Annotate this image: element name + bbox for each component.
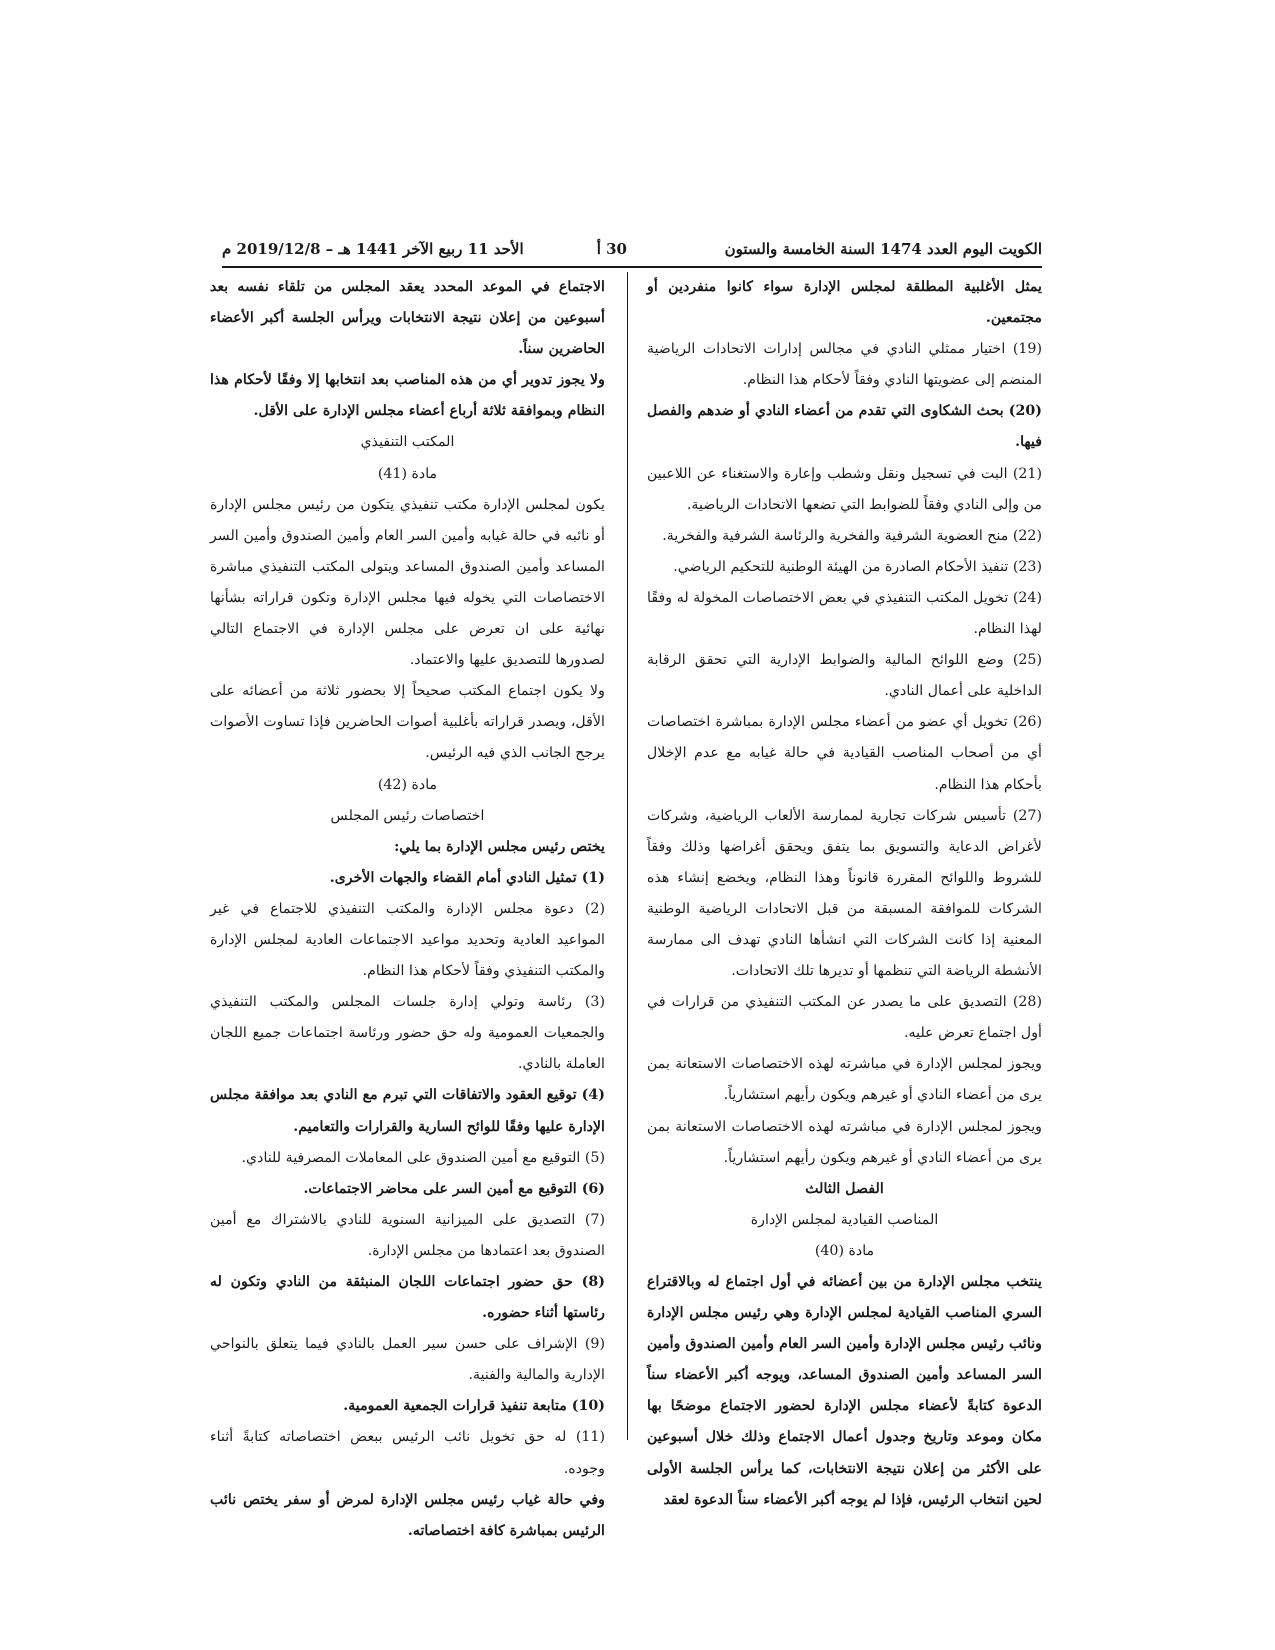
paragraph: ويجوز لمجلس الإدارة في مباشرته لهذه الاختصاصات الاستعانة بمن يرى من أعضاء النادي أو غيرهم ويكون رأيهم استشارياً. (647, 1056, 1042, 1104)
list-item: (5) التوقيع مع أمين الصندوق على المعاملات المصرفية للنادي. (241, 1149, 605, 1166)
paragraph: يختص رئيس مجلس الإدارة بما يلي: (394, 838, 605, 855)
list-item: (9) الإشراف على حسن سير العمل بالنادي فيما يتعلق بالنواحي الإدارية والمالية والفنية. (210, 1336, 605, 1384)
article-heading: مادة (41) (377, 465, 438, 482)
list-item: (1) تمثيل النادي أمام القضاء والجهات الأخرى. (329, 869, 605, 886)
page-header (222, 236, 1042, 268)
list-item: (25) وضع اللوائح المالية والضوابط الإدارية التي تحقق الرقابة الداخلية على أعمال النادي. (647, 652, 1042, 700)
paragraph: ولا يجوز تدوير أي من هذه المناصب بعد انتخابها إلا وفقًا لأحكام هذا النظام وبموافقة ثلاثة أرباع أعضاء مجلس الإدارة على الأقل. (210, 372, 605, 420)
list-item: (24) تخويل المكتب التنفيذي في بعض الاختصاصات المخولة له وفقًا لهذا النظام. (647, 589, 1042, 638)
list-item: (23) تنفيذ الأحكام الصادرة من الهيئة الوطنية للتحكيم الرياضي. (673, 558, 1042, 575)
list-item: (3) رئاسة وتولي إدارة جلسات المجلس والمكتب التنفيذي والجمعيات العمومية وله حق حضور ورئاسة اجتماعات جميع اللجان العاملة بالنادي. (210, 994, 605, 1073)
paragraph: الاجتماع في الموعد المحدد يعقد المجلس من تلقاء نفسه بعد أسبوعين من إعلان نتيجة الانتخابات ويرأس الجلسة أكبر الأعضاء الحاضرين سناً. (210, 279, 605, 358)
list-item: (2) دعوة مجلس الإدارة والمكتب التنفيذي للاجتماع في غير المواعيد العادية وتحديد مواعيد الاجتماعات العادية لمجلس الإدارة والمكتب التنفيذي وفقاً لأحكام هذا النظام. (210, 900, 605, 980)
section-heading: المناصب القيادية لمجلس الإدارة (750, 1211, 939, 1228)
right-column (647, 272, 1042, 1516)
chapter-heading: الفصل الثالث (805, 1180, 884, 1197)
list-item: (21) البت في تسجيل ونقل وشطب وإعارة والاستغناء عن اللاعبين من وإلى النادي وفقاً للضوابط التي تضعها الاتحادات الرياضية. (647, 465, 1042, 513)
list-item: (19) اختيار ممثلي النادي في مجالس إدارات الاتحادات الرياضية المنضم إلى عضويتها النادي وفقاً لأحكام هذا النظام. (647, 341, 1042, 389)
list-item: (20) بحث الشكاوى التي تقدم من أعضاء النادي أو ضدهم والفصل فيها. (647, 403, 1042, 451)
issue-date: الأحد 11 ربيع الآخر 1441 هـ – 2019/12/8 م (222, 240, 524, 258)
list-item: (11) له حق تخويل نائب الرئيس ببعض اختصاصاته كتابةً أثناء وجوده. (210, 1429, 605, 1477)
page-number: 30 أ (596, 240, 627, 258)
paragraph: يمثل الأغلبية المطلقة لمجلس الإدارة سواء كانوا منفردين أو مجتمعين. (647, 279, 1042, 327)
left-column (210, 272, 605, 1547)
list-item: (27) تأسيس شركات تجارية لممارسة الألعاب الرياضية، وشركات لأغراض الدعاية والتسويق بما يتفق ويحقق أغراضها وذلك وفقاً للشروط واللوائح المقررة قانوناً وهذا النظام، ويخضع إنشاء هذه الشركات للموافقة المسبقة من قبل الاتحادات الرياضية الوطنية المعنية إذا كانت الشركات التي انشأها النادي تهدف الى ممارسة الأنشطة الرياضة التي تنظمها أو تديرها تلك الاتحادات. (647, 807, 1042, 980)
list-item: (6) التوقيع مع أمين السر على محاضر الاجتماعات. (303, 1180, 605, 1197)
list-item: (7) التصديق على الميزانية السنوية للنادي بالاشتراك مع أمين الصندوق بعد اعتمادها من مجلس الإدارة. (210, 1211, 605, 1259)
list-item: (8) حق حضور اجتماعات اللجان المنبثقة من النادي وتكون له رئاستها أثناء حضوره. (210, 1274, 605, 1322)
paragraph: ولا يكون اجتماع المكتب صحيحاً إلا بحضور ثلاثة من أعضائه على الأقل، ويصدر قراراته بأغلبية أصوات الحاضرين فإذا تساوت الأصوات يرجح الجانب الذي فيه الرئيس. (210, 683, 605, 762)
list-item: (28) التصديق على ما يصدر عن المكتب التنفيذي من قرارات في أول اجتماع تعرض عليه. (647, 994, 1042, 1042)
list-item: (4) توقيع العقود والاتفاقات التي تبرم مع النادي بعد موافقة مجلس الإدارة عليها وفقًا للوائح السارية والقرارات والتعاميم. (210, 1087, 605, 1135)
paragraph: يكون لمجلس الإدارة مكتب تنفيذي يتكون من رئيس مجلس الإدارة أو نائبه في حالة غيابه وأمين السر العام وأمين الصندوق وأمين السر المساعد وأمين الصندوق المساعد ويتولى المكتب التنفيذي مباشرة الاختصاصات التي يخوله فيها مجلس الإدارة وتكون قراراته بشأنها نهائية على ان تعرض على مجلس الإدارة في الاجتماع التالي لصدورها للتصديق عليها والاعتماد. (210, 496, 605, 669)
list-item: (26) تخويل أي عضو من أعضاء مجلس الإدارة بمباشرة اختصاصات أي من أصحاب المناصب القيادية في حالة غيابه مع عدم الإخلال بأحكام هذا النظام. (647, 714, 1042, 793)
section-heading: اختصاصات رئيس المجلس (330, 807, 485, 824)
paragraph: ينتخب مجلس الإدارة من بين أعضائه في أول اجتماع له وبالاقتراع السري المناصب القيادية لمجلس الإدارة وهي رئيس مجلس الإدارة ونائب رئيس مجلس الإدارة وأمين السر العام وأمين الصندوق وأمين السر المساعد وأمين الصندوق المساعد، ويوجه أكبر الأعضاء سناً الدعوة كتابةً لأعضاء مجلس الإدارة لحضور الاجتماع موضحًا بها مكان وموعد وتاريخ وجدول أعمال الاجتماع وذلك خلال أسبوعين على الأكثر من إعلان نتيجة الانتخابات، كما يرأس الجلسة الأولى لحين انتخاب الرئيس، فإذا لم يوجه أكبر الأعضاء سناً الدعوة لعقد (647, 1274, 1042, 1508)
section-heading: المكتب التنفيذي (360, 434, 455, 451)
list-item: (22) منح العضوية الشرفية والفخرية والرئاسة الشرفية والفخرية. (662, 527, 1042, 544)
article-heading: مادة (40) (814, 1242, 875, 1259)
column-divider (627, 272, 628, 1440)
article-heading: مادة (42) (377, 776, 438, 793)
paragraph: وفي حالة غياب رئيس مجلس الإدارة لمرض أو سفر يختص نائب الرئيس بمباشرة كافة اختصاصاته. (210, 1491, 605, 1539)
list-item: (10) متابعة تنفيذ قرارات الجمعية العمومية. (343, 1398, 605, 1415)
paragraph: ويجوز لمجلس الإدارة في مباشرته لهذه الاختصاصات الاستعانة بمن يرى من أعضاء النادي أو غيرهم ويكون رأيهم استشارياً. (647, 1118, 1042, 1166)
issue-info: الكويت اليوم العدد 1474 السنة الخامسة والستون (724, 240, 1042, 258)
